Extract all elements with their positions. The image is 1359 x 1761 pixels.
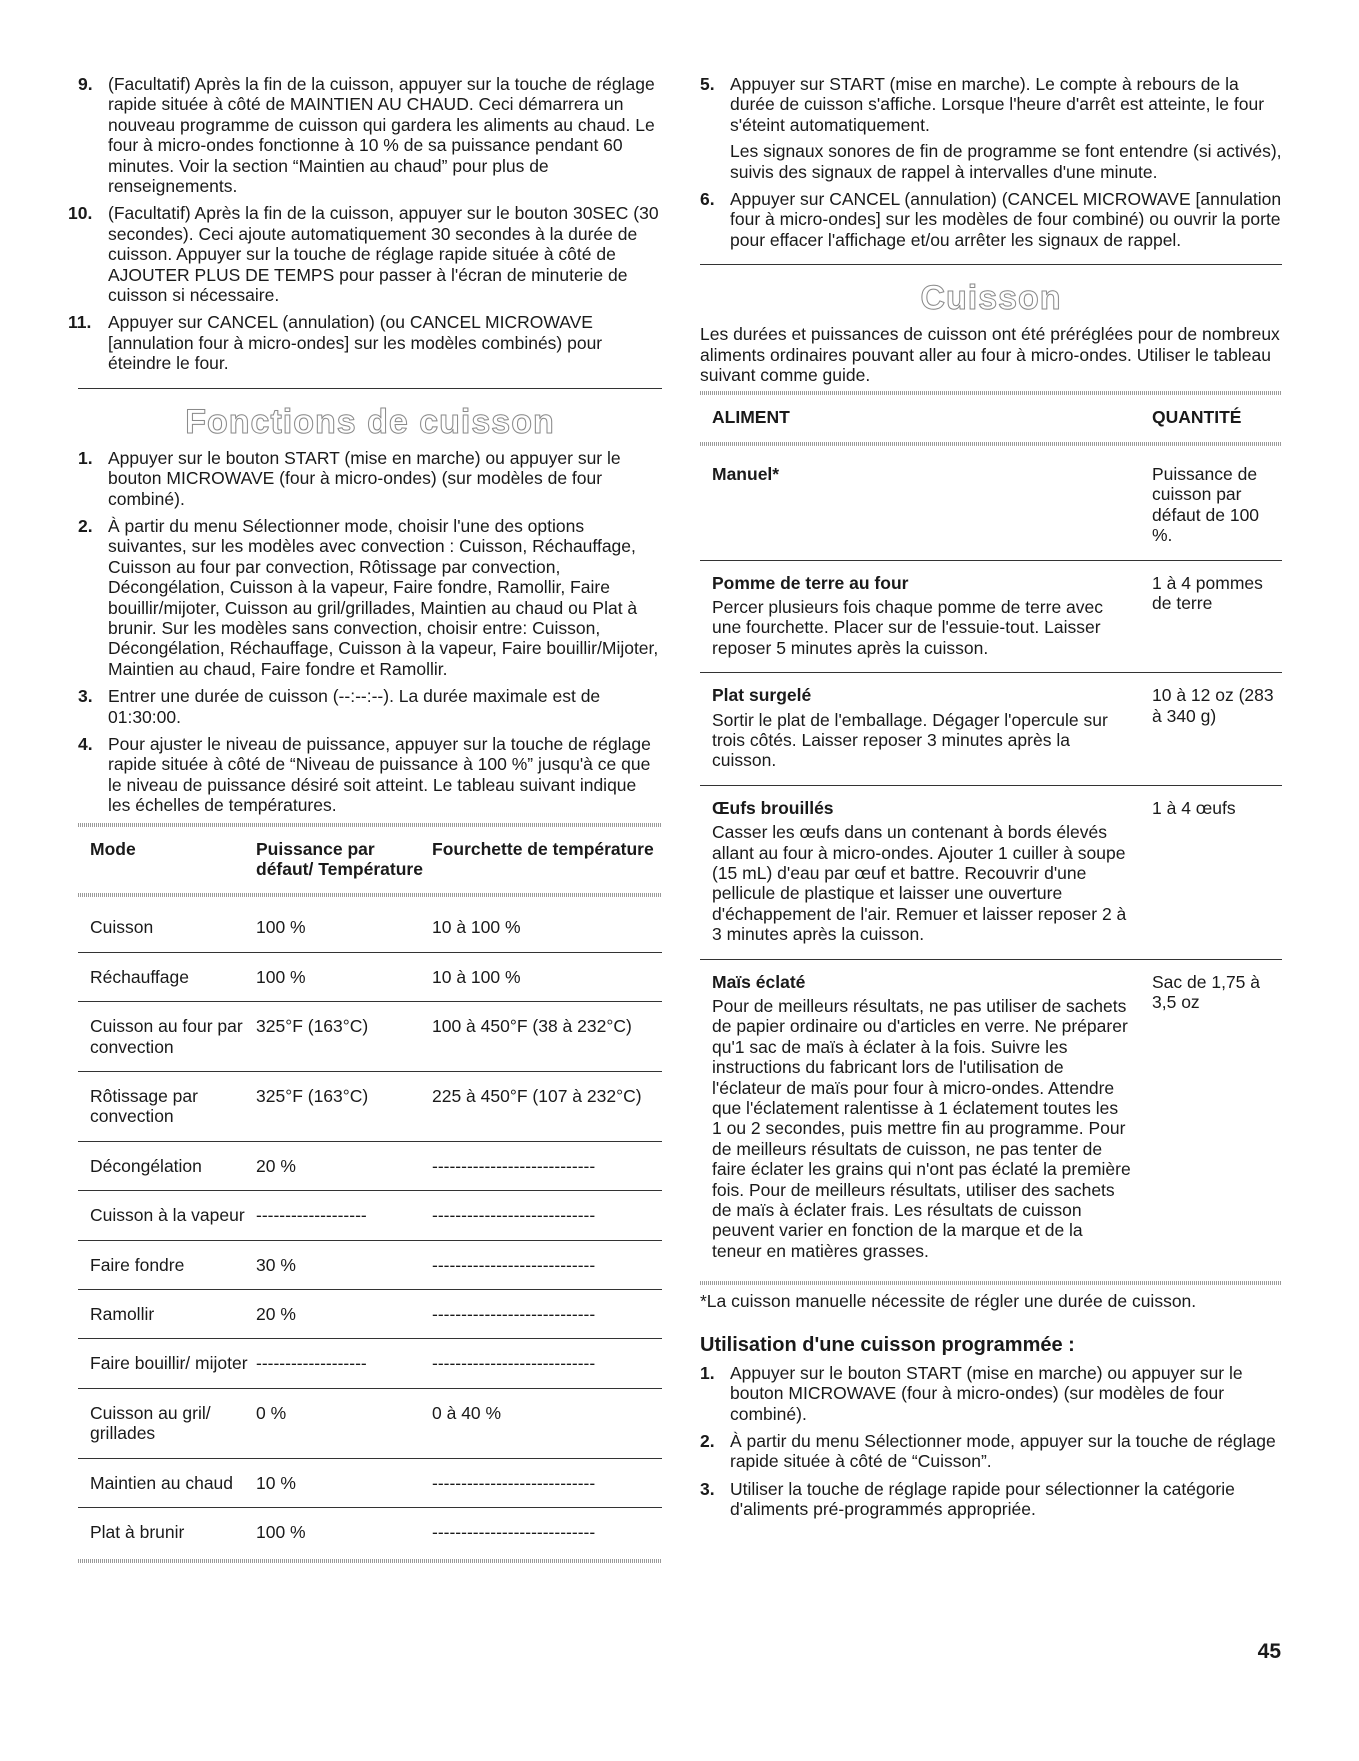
table-cell: Puissance de cuisson par défaut de 100 %. [1152, 452, 1282, 560]
table-cell: Cuisson à la vapeur [78, 1191, 256, 1240]
table-cell: Maintien au chaud [78, 1458, 256, 1507]
table-cell: 225 à 450°F (107 à 232°C) [432, 1072, 662, 1142]
table-cell: 1 à 4 œufs [1152, 785, 1282, 959]
column-header: ALIMENT [712, 407, 790, 428]
table-bottom-border [700, 1281, 1282, 1285]
list-item [700, 1363, 1282, 1424]
table-row [700, 452, 1282, 560]
table-cell [700, 785, 1152, 959]
table-cell: ---------------------------- [432, 1290, 662, 1339]
table-cell: ---------------------------- [432, 1141, 662, 1190]
step-number: 5. [700, 74, 715, 94]
food-name: Maïs éclaté [712, 971, 806, 992]
step-number: 1. [700, 1362, 715, 1383]
left-column [68, 74, 662, 1569]
table-cell: 100 à 450°F (38 à 232°C) [432, 1002, 662, 1072]
step-text: Appuyer sur CANCEL (annulation) (ou CANCEL MICROWAVE [annulation four à micro-ondes] sur les modèles combinés) pour éteindre le four. [108, 312, 603, 374]
programmee-steps-list [700, 1363, 1282, 1520]
step-text: (Facultatif) Après la fin de la cuisson, appuyer sur le bouton 30SEC (30 secondes). Ceci ajoute automatiquement 30 secondes à la durée de cuisson. Appuyer sur la touche de réglage rapide située à côté de AJOUTER PLUS DE TEMPS pour passer à l'écran de minuterie de cuisson si nécessaire. [108, 203, 659, 306]
step-text: Les signaux sonores de fin de programme se font entendre (si activés), suivis des signaux de rappel à intervalles d'une minute. [730, 141, 1282, 182]
table-cell: ------------------- [256, 1339, 432, 1388]
table-cell: Faire bouillir/ mijoter [78, 1339, 256, 1388]
cuisson-intro: Les durées et puissances de cuisson ont été préréglées pour de nombreux aliments ordinaires pouvant aller au four à micro-ondes. Utiliser le tableau suivant comme guide. [700, 324, 1280, 386]
footnote: *La cuisson manuelle nécessite de régler une durée de cuisson. [700, 1291, 1197, 1312]
table-row [78, 1339, 662, 1388]
table-cell: 0 % [256, 1388, 432, 1458]
table-cell: Rôtissage par convection [78, 1072, 256, 1142]
right-column [700, 74, 1282, 1527]
table-cell: Plat à brunir [90, 1522, 185, 1543]
table-cell [700, 673, 1152, 786]
step-number: 6. [700, 189, 715, 210]
column-header: Fourchette de température [432, 838, 654, 859]
table-cell: Sac de 1,75 à 3,5 oz [1152, 971, 1260, 1012]
table-cell: 1 à 4 pommes de terre [1152, 560, 1282, 673]
table-header-row [700, 401, 1282, 435]
sub-heading-programmee: Utilisation d'une cuisson programmée : [700, 1333, 1075, 1356]
step-number: 10. [68, 203, 93, 224]
step-text: Entrer une durée de cuisson (--:--:--). La durée maximale est de 01:30:00. [108, 686, 601, 727]
table-row [78, 1458, 662, 1507]
table-row [78, 1072, 662, 1142]
column-header: Mode [90, 838, 136, 859]
food-description: Sortir le plat de l'emballage. Dégager l'opercule sur trois côtés. Laisser reposer 3 minutes après la cuisson. [712, 709, 1108, 771]
table-row [700, 959, 1282, 1275]
list-item [78, 448, 662, 509]
table-cell: 20 % [256, 1290, 432, 1339]
food-table [700, 401, 1282, 1275]
table-row [78, 903, 662, 952]
table-cell: 10 à 100 % [432, 903, 662, 952]
table-cell: ---------------------------- [432, 1191, 662, 1240]
list-item [68, 312, 662, 374]
table-cell: Cuisson [78, 903, 256, 952]
table-cell: 100 % [256, 1522, 306, 1543]
food-description: Percer plusieurs fois chaque pomme de terre avec une fourchette. Placer sur de l'essuie-tout. Laisser reposer 5 minutes après la cuisson. [712, 596, 1104, 658]
list-item [700, 1479, 1282, 1520]
table-cell: Ramollir [78, 1290, 256, 1339]
table-cell: 30 % [256, 1240, 432, 1289]
step-number: 9. [78, 74, 93, 94]
table-row [78, 1508, 662, 1553]
steps-continued-list [68, 74, 662, 374]
column-header: QUANTITÉ [1152, 407, 1242, 428]
table-cell: 325°F (163°C) [256, 1072, 432, 1142]
table-row [78, 1290, 662, 1339]
table-cell [700, 452, 1152, 560]
food-description: Casser les œufs dans un contenant à bords élevés allant au four à micro-ondes. Ajouter 1 cuiller à soupe (15 mL) d'eau par œuf et battre. Recouvrir d'une pellicule de plastique et laisser une ouverture d'échappement de l'air. Remuer et laisser reposer 2 à 3 minutes après la cuisson. [712, 822, 1127, 945]
table-cell: Réchauffage [78, 952, 256, 1001]
step-number: 3. [700, 1478, 715, 1499]
table-cell: ---------------------------- [432, 1522, 596, 1543]
table-top-border [700, 391, 1282, 395]
step-number: 1. [78, 447, 93, 468]
step-number: 11. [68, 312, 92, 333]
food-name: Pomme de terre au four [712, 572, 909, 593]
list-item [700, 74, 1282, 182]
table-cell: 10 à 100 % [432, 952, 662, 1001]
table-row [78, 1191, 662, 1240]
list-item [700, 189, 1282, 250]
table-cell: 10 à 12 oz (283 à 340 g) [1152, 673, 1282, 786]
step-text: Appuyer sur le bouton START (mise en marche) ou appuyer sur le bouton MICROWAVE (four à micro-ondes) (sur modèles de four combiné). [108, 447, 621, 509]
step-number: 3. [78, 686, 93, 707]
section-heading-fonctions: Fonctions de cuisson [185, 402, 555, 441]
table-cell: Cuisson au gril/ grillades [78, 1388, 256, 1458]
table-cell: Cuisson au four par convection [78, 1002, 256, 1072]
column-header: Puissance par défaut/ Température [256, 838, 423, 879]
table-cell: Décongélation [78, 1141, 256, 1190]
table-cell: 325°F (163°C) [256, 1002, 432, 1072]
table-cell: 10 % [256, 1458, 432, 1507]
table-row [700, 673, 1282, 786]
step-text: Appuyer sur START (mise en marche). Le compte à rebours de la durée de cuisson s'affiche. Lorsque l'heure d'arrêt est atteinte, le four s'éteint automatiquement. [730, 74, 1265, 135]
table-row [78, 1141, 662, 1190]
food-description: Pour de meilleurs résultats, ne pas utiliser de sachets de papier ordinaire ou d'articles en verre. Ne préparer qu'1 sac de maïs à éclater à la fois. Suivre les instructions du fabricant lors de l'utilisation de l'éclateur de maïs pour four à micro-ondes. Attendre que l'éclatement ralentisse à 1 éclatement toutes les 1 ou 2 secondes, puis mettre fin au programme. Pour de meilleurs résultats de cuisson, ne pas tenter de faire éclater les grains qui n'ont pas éclaté la première fois. Pour de meilleurs résultats, utiliser des sachets de maïs à éclater frais. Les résultats de cuisson peuvent varier en fonction de la marque et de la teneur en matières grasses. [712, 996, 1131, 1261]
header-divider [700, 442, 1282, 446]
table-cell: 0 à 40 % [432, 1388, 662, 1458]
step-number: 4. [78, 733, 93, 754]
table-row [700, 785, 1282, 959]
list-item [700, 1431, 1282, 1472]
table-cell: ------------------- [256, 1191, 432, 1240]
step-number: 2. [700, 1430, 715, 1451]
step-text: À partir du menu Sélectionner mode, appuyer sur la touche de réglage rapide située à côté de “Cuisson”. [730, 1430, 1276, 1472]
table-cell: 100 % [256, 903, 432, 952]
list-item [68, 203, 662, 306]
table-cell: ---------------------------- [432, 1339, 662, 1388]
food-name: Plat surgelé [712, 685, 812, 706]
section-divider [700, 264, 1282, 265]
header-divider [78, 893, 662, 897]
mode-table [78, 833, 662, 1553]
table-cell [700, 560, 1152, 673]
list-item [78, 686, 662, 727]
step-text: À partir du menu Sélectionner mode, choisir l'une des options suivantes, sur les modèles avec convection : Cuisson, Réchauffage, Cuisson au four par convection, Rôtissage par convection, Décongélation, Cuisson à la vapeur, Faire fondre, Ramollir, Faire bouillir/mijoter, Cuisson au gril/grillades, Maintien au chaud ou Plat à brunir. Sur les modèles sans convection, choisir entre: Cuisson, Décongélation, Réchauffage, Cuisson à la vapeur, Faire bouillir/Mijoter, Maintien au chaud, Faire fondre et Ramollir. [108, 515, 659, 679]
list-item [78, 74, 662, 196]
section-heading-cuisson: Cuisson [920, 279, 1062, 318]
step-text: Utiliser la touche de réglage rapide pour sélectionner la catégorie d'aliments pré-programmés appropriée. [730, 1478, 1235, 1520]
list-item [78, 516, 662, 679]
table-cell: Faire fondre [78, 1240, 256, 1289]
table-bottom-border [78, 1559, 662, 1563]
table-top-border [78, 823, 662, 827]
list-item [78, 734, 662, 816]
step-text: Appuyer sur le bouton START (mise en marche) ou appuyer sur le bouton MICROWAVE (four à micro-ondes) (sur modèles de four combiné). [730, 1362, 1243, 1424]
table-row [700, 560, 1282, 673]
table-cell: ---------------------------- [432, 1458, 662, 1507]
page-number: 45 [1257, 1640, 1281, 1663]
table-cell: 100 % [256, 952, 432, 1001]
section-divider [78, 388, 662, 389]
table-row [78, 1240, 662, 1289]
steps-continued-right-list [700, 74, 1282, 250]
food-name: Œufs brouillés [712, 797, 834, 818]
food-name: Manuel* [712, 463, 780, 484]
fonctions-steps-list [78, 448, 662, 816]
table-row [78, 1388, 662, 1458]
step-text: Pour ajuster le niveau de puissance, appuyer sur la touche de réglage rapide située à côté de “Niveau de puissance à 100 %” jusqu'à ce que le niveau de puissance désiré soit atteint. Le tableau suivant indique les échelles de températures. [108, 733, 651, 816]
step-text: Appuyer sur CANCEL (annulation) (CANCEL MICROWAVE [annulation four à micro-ondes] sur les modèles de four combiné) ou ouvrir la porte pour effacer l'affichage et/ou arrêter les signaux de rappel. [730, 189, 1282, 250]
table-cell [700, 959, 1152, 1275]
table-row [78, 1002, 662, 1072]
table-cell: ---------------------------- [432, 1240, 662, 1289]
table-row [78, 952, 662, 1001]
step-text: (Facultatif) Après la fin de la cuisson, appuyer sur la touche de réglage rapide située à côté de MAINTIEN AU CHAUD. Ceci démarrera un nouveau programme de cuisson qui gardera les aliments au chaud. Le four à micro-ondes fonctionne à 10 % de sa puissance pendant 60 minutes. Voir la section “Maintien au chaud” pour plus de renseignements. [108, 74, 655, 197]
step-number: 2. [78, 515, 93, 536]
table-header-row [78, 833, 662, 888]
table-cell: 20 % [256, 1141, 432, 1190]
